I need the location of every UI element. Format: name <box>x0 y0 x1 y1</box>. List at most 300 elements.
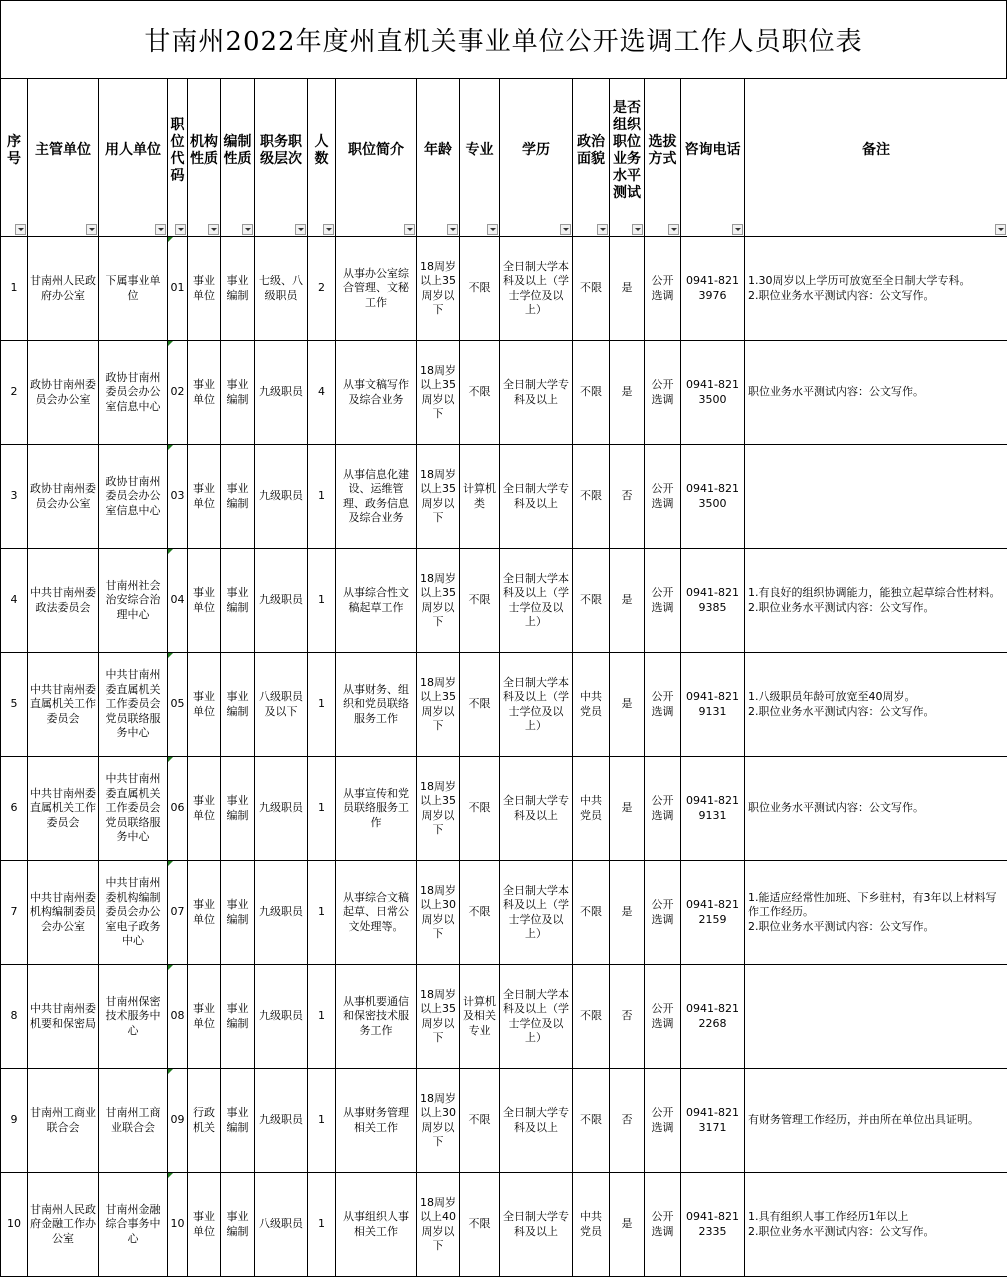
cell-supervisor[interactable] <box>28 757 99 861</box>
cell-text: 是 <box>621 385 633 399</box>
cell-text: 从事信息化建设、运维管理、政务信息及综合业务 <box>343 467 409 524</box>
cell-headcount[interactable] <box>308 341 336 445</box>
filter-dropdown-icon[interactable] <box>597 224 608 235</box>
cell-supervisor[interactable] <box>28 549 99 653</box>
header-staffing-type <box>221 79 255 237</box>
cell-age[interactable] <box>417 341 460 445</box>
cell-education[interactable] <box>500 445 573 549</box>
cell-political-status[interactable] <box>573 653 610 757</box>
table-row <box>1 237 1007 341</box>
cell-text: 甘南州工商业联合会 <box>105 1106 161 1134</box>
filter-dropdown-icon[interactable] <box>732 224 743 235</box>
cell-job-description[interactable] <box>336 1173 417 1277</box>
cell-employer[interactable] <box>99 757 168 861</box>
cell-staffing-type[interactable] <box>221 1069 255 1173</box>
cell-education[interactable] <box>500 341 573 445</box>
filter-dropdown-icon[interactable] <box>86 224 97 235</box>
cell-text: 5 <box>10 697 18 711</box>
cell-text: 事业编制 <box>226 274 249 302</box>
cell-org-type[interactable] <box>188 861 221 965</box>
cell-job-description[interactable] <box>336 549 417 653</box>
cell-political-status[interactable] <box>573 237 610 341</box>
cell-education[interactable] <box>500 653 573 757</box>
cell-age[interactable] <box>417 237 460 341</box>
cell-org-type[interactable] <box>188 1069 221 1173</box>
cell-job-level[interactable] <box>255 1069 308 1173</box>
header-phone <box>681 79 745 237</box>
cell-education[interactable] <box>500 861 573 965</box>
cell-position-code[interactable] <box>168 1173 188 1277</box>
cell-text: 1 <box>318 489 325 503</box>
cell-major[interactable] <box>460 653 500 757</box>
cell-text: 1 <box>318 1009 325 1023</box>
cell-text: 09 <box>170 1113 185 1127</box>
cell-text: 中共甘南州委直属机关工作委员会党员联络服务中心 <box>105 668 161 740</box>
cell-headcount[interactable] <box>308 445 336 549</box>
cell-text: 全日制大学本科及以上（学士学位及以上） <box>503 571 569 628</box>
cell-text: 政协甘南州委员会办公室信息中心 <box>105 474 161 517</box>
cell-text: 公开选调 <box>651 690 674 718</box>
header-major <box>460 79 500 237</box>
filter-dropdown-icon[interactable] <box>632 224 643 235</box>
cell-seq[interactable] <box>1 549 28 653</box>
cell-job-level[interactable] <box>255 1173 308 1277</box>
table-body <box>1 237 1007 1277</box>
cell-text: 甘南州工商业联合会 <box>30 1106 96 1134</box>
cell-age[interactable] <box>417 445 460 549</box>
cell-position-code[interactable] <box>168 237 188 341</box>
cell-text: 4 <box>318 385 325 399</box>
cell-major[interactable] <box>460 445 500 549</box>
cell-text: 08 <box>170 1009 185 1023</box>
cell-position-code[interactable] <box>168 861 188 965</box>
cell-supervisor[interactable] <box>28 445 99 549</box>
filter-dropdown-icon[interactable] <box>995 224 1006 235</box>
cell-major[interactable] <box>460 757 500 861</box>
cell-seq[interactable] <box>1 341 28 445</box>
cell-text: 从事综合性文稿起草工作 <box>343 586 409 614</box>
cell-seq[interactable] <box>1 965 28 1069</box>
table-row <box>1 445 1007 549</box>
cell-org-type[interactable] <box>188 549 221 653</box>
cell-seq[interactable] <box>1 237 28 341</box>
cell-text: 八级职员 <box>259 1217 303 1231</box>
cell-headcount[interactable] <box>308 653 336 757</box>
cell-headcount[interactable] <box>308 861 336 965</box>
cell-headcount[interactable] <box>308 1173 336 1277</box>
cell-text: 不限 <box>468 697 491 711</box>
cell-staffing-type[interactable] <box>221 237 255 341</box>
cell-text: 否 <box>621 489 633 503</box>
cell-major[interactable] <box>460 965 500 1069</box>
cell-major[interactable] <box>460 1173 500 1277</box>
cell-text: 0941-8213171 <box>686 1106 739 1134</box>
header-label: 序号 <box>7 133 21 167</box>
cell-text: 0941-8219385 <box>686 586 739 614</box>
filter-dropdown-icon[interactable] <box>323 224 334 235</box>
cell-position-code[interactable] <box>168 757 188 861</box>
cell-text: 不限 <box>580 905 602 919</box>
cell-phone[interactable] <box>681 757 745 861</box>
cell-phone[interactable] <box>681 1069 745 1173</box>
cell-text: 1.具有组织人事工作经历1年以上 2.职位业务水平测试内容：公文写作。 <box>748 1210 935 1238</box>
cell-phone[interactable] <box>681 237 745 341</box>
cell-skill-test[interactable] <box>610 1173 645 1277</box>
table-row <box>1 341 1007 445</box>
cell-education[interactable] <box>500 549 573 653</box>
position-table <box>0 78 1007 1277</box>
cell-text: 不限 <box>580 281 602 295</box>
cell-political-status[interactable] <box>573 341 610 445</box>
filter-dropdown-icon[interactable] <box>175 224 186 235</box>
cell-remarks[interactable] <box>745 965 1007 1069</box>
cell-text: 10 <box>7 1217 21 1231</box>
cell-employer[interactable] <box>99 861 168 965</box>
cell-job-description[interactable] <box>336 237 417 341</box>
cell-text: 全日制大学本科及以上（学士学位及以上） <box>503 675 569 732</box>
cell-text: 不限 <box>468 1113 491 1127</box>
cell-text: 18周岁以上40周岁以下 <box>420 1195 456 1252</box>
cell-phone[interactable] <box>681 445 745 549</box>
cell-org-type[interactable] <box>188 757 221 861</box>
cell-seq[interactable] <box>1 653 28 757</box>
cell-text: 公开选调 <box>651 1106 674 1134</box>
cell-staffing-type[interactable] <box>221 1173 255 1277</box>
cell-political-status[interactable] <box>573 757 610 861</box>
cell-job-description[interactable] <box>336 1069 417 1173</box>
cell-text: 不限 <box>468 801 491 815</box>
cell-education[interactable] <box>500 1173 573 1277</box>
cell-text: 0941-8219131 <box>686 794 739 822</box>
cell-job-description[interactable] <box>336 757 417 861</box>
cell-job-level[interactable] <box>255 861 308 965</box>
cell-text: 是 <box>621 1217 633 1231</box>
cell-skill-test[interactable] <box>610 341 645 445</box>
cell-education[interactable] <box>500 757 573 861</box>
cell-text: 0941-8212268 <box>686 1002 739 1030</box>
cell-job-description[interactable] <box>336 653 417 757</box>
cell-text: 18周岁以上30周岁以下 <box>420 1091 456 1148</box>
cell-remarks[interactable] <box>745 549 1007 653</box>
cell-staffing-type[interactable] <box>221 757 255 861</box>
cell-job-level[interactable] <box>255 341 308 445</box>
cell-selection-method[interactable] <box>645 757 681 861</box>
cell-headcount[interactable] <box>308 757 336 861</box>
cell-staffing-type[interactable] <box>221 549 255 653</box>
header-label: 是否组织职位业务水平测试 <box>613 99 641 201</box>
cell-job-description[interactable] <box>336 965 417 1069</box>
cell-text: 是 <box>621 905 633 919</box>
header-supervisor <box>28 79 99 237</box>
cell-position-code[interactable] <box>168 965 188 1069</box>
header-remarks <box>745 79 1007 237</box>
cell-text: 职位业务水平测试内容：公文写作。 <box>748 801 924 815</box>
cell-position-code[interactable] <box>168 341 188 445</box>
filter-dropdown-icon[interactable] <box>487 224 498 235</box>
cell-supervisor[interactable] <box>28 1069 99 1173</box>
cell-job-description[interactable] <box>336 445 417 549</box>
cell-employer[interactable] <box>99 237 168 341</box>
cell-job-level[interactable] <box>255 445 308 549</box>
cell-phone[interactable] <box>681 1173 745 1277</box>
cell-job-level[interactable] <box>255 549 308 653</box>
cell-employer[interactable] <box>99 653 168 757</box>
filter-dropdown-icon[interactable] <box>15 224 26 235</box>
filter-dropdown-icon[interactable] <box>404 224 415 235</box>
cell-text: 中共甘南州委机要和保密局 <box>30 1002 96 1030</box>
cell-text: 八级职员及以下 <box>259 690 303 718</box>
table-row <box>1 757 1007 861</box>
cell-employer[interactable] <box>99 341 168 445</box>
cell-education[interactable] <box>500 237 573 341</box>
cell-employer[interactable] <box>99 1173 168 1277</box>
cell-text: 政协甘南州委员会办公室信息中心 <box>105 370 161 413</box>
cell-text: 九级职员 <box>259 1113 303 1127</box>
cell-text: 1 <box>318 593 325 607</box>
cell-text: 计算机及相关专业 <box>463 994 496 1037</box>
cell-position-code[interactable] <box>168 653 188 757</box>
cell-org-type[interactable] <box>188 653 221 757</box>
cell-selection-method[interactable] <box>645 861 681 965</box>
cell-political-status[interactable] <box>573 1173 610 1277</box>
cell-text: 18周岁以上35周岁以下 <box>420 675 456 732</box>
cell-major[interactable] <box>460 861 500 965</box>
cell-text: 03 <box>170 489 185 503</box>
cell-text: 从事组织人事相关工作 <box>343 1210 409 1238</box>
table-row <box>1 965 1007 1069</box>
cell-text: 事业编制 <box>226 1210 249 1238</box>
cell-age[interactable] <box>417 965 460 1069</box>
cell-remarks[interactable] <box>745 1069 1007 1173</box>
header-label: 职务职级层次 <box>260 133 302 167</box>
cell-text: 公开选调 <box>651 274 674 302</box>
cell-text: 不限 <box>580 489 602 503</box>
cell-selection-method[interactable] <box>645 1173 681 1277</box>
header-label: 年龄 <box>424 142 452 158</box>
header-seq <box>1 79 28 237</box>
filter-dropdown-icon[interactable] <box>295 224 306 235</box>
header-label: 机构性质 <box>190 133 218 167</box>
cell-age[interactable] <box>417 757 460 861</box>
cell-text: 全日制大学本科及以上（学士学位及以上） <box>503 259 569 316</box>
header-label: 选拔方式 <box>648 133 677 167</box>
cell-age[interactable] <box>417 861 460 965</box>
cell-text: 0941-8213976 <box>686 274 739 302</box>
cell-org-type[interactable] <box>188 965 221 1069</box>
cell-text: 政协甘南州委员会办公室 <box>30 378 96 406</box>
cell-skill-test[interactable] <box>610 445 645 549</box>
cell-age[interactable] <box>417 1069 460 1173</box>
cell-text: 01 <box>170 281 185 295</box>
cell-selection-method[interactable] <box>645 965 681 1069</box>
cell-selection-method[interactable] <box>645 653 681 757</box>
cell-headcount[interactable] <box>308 1069 336 1173</box>
cell-staffing-type[interactable] <box>221 341 255 445</box>
cell-seq[interactable] <box>1 1069 28 1173</box>
cell-org-type[interactable] <box>188 237 221 341</box>
cell-job-level[interactable] <box>255 965 308 1069</box>
cell-remarks[interactable] <box>745 445 1007 549</box>
cell-text: 全日制大学专科及以上 <box>503 1106 569 1134</box>
cell-org-type[interactable] <box>188 341 221 445</box>
cell-political-status[interactable] <box>573 1069 610 1173</box>
cell-text: 中共甘南州委机构编制委员会办公室电子政务中心 <box>105 876 161 948</box>
cell-text: 事业单位 <box>193 1002 215 1030</box>
cell-supervisor[interactable] <box>28 341 99 445</box>
cell-job-level[interactable] <box>255 653 308 757</box>
cell-org-type[interactable] <box>188 445 221 549</box>
cell-selection-method[interactable] <box>645 341 681 445</box>
cell-text: 七级、八级职员 <box>259 274 303 302</box>
cell-political-status[interactable] <box>573 549 610 653</box>
cell-text: 事业编制 <box>226 1002 249 1030</box>
cell-skill-test[interactable] <box>610 237 645 341</box>
cell-remarks[interactable] <box>745 237 1007 341</box>
cell-remarks[interactable] <box>745 1173 1007 1277</box>
cell-text: 不限 <box>468 593 491 607</box>
cell-text: 政协甘南州委员会办公室 <box>30 482 96 510</box>
cell-employer[interactable] <box>99 549 168 653</box>
cell-text: 18周岁以上35周岁以下 <box>420 259 456 316</box>
cell-text: 全日制大学本科及以上（学士学位及以上） <box>503 883 569 940</box>
header-political-status <box>573 79 610 237</box>
cell-major[interactable] <box>460 341 500 445</box>
cell-selection-method[interactable] <box>645 1069 681 1173</box>
cell-skill-test[interactable] <box>610 965 645 1069</box>
cell-text: 事业编制 <box>226 586 249 614</box>
cell-job-level[interactable] <box>255 237 308 341</box>
cell-text: 1.30周岁以上学历可放宽至全日制大学专科。 2.职位业务水平测试内容：公文写作。 <box>748 274 971 302</box>
cell-education[interactable] <box>500 965 573 1069</box>
cell-staffing-type[interactable] <box>221 861 255 965</box>
table-row <box>1 1069 1007 1173</box>
cell-text: 不限 <box>580 385 602 399</box>
cell-major[interactable] <box>460 549 500 653</box>
cell-text: 事业单位 <box>193 586 215 614</box>
cell-text: 公开选调 <box>651 1002 674 1030</box>
cell-remarks[interactable] <box>745 341 1007 445</box>
cell-text: 是 <box>621 801 633 815</box>
cell-age[interactable] <box>417 1173 460 1277</box>
cell-text: 公开选调 <box>651 1210 674 1238</box>
cell-text: 公开选调 <box>651 378 674 406</box>
cell-supervisor[interactable] <box>28 861 99 965</box>
cell-text: 04 <box>170 593 185 607</box>
cell-headcount[interactable] <box>308 237 336 341</box>
cell-education[interactable] <box>500 1069 573 1173</box>
cell-seq[interactable] <box>1 1173 28 1277</box>
header-label: 专业 <box>465 142 494 158</box>
cell-text: 18周岁以上35周岁以下 <box>420 467 456 524</box>
cell-employer[interactable] <box>99 445 168 549</box>
cell-skill-test[interactable] <box>610 1069 645 1173</box>
cell-remarks[interactable] <box>745 757 1007 861</box>
cell-staffing-type[interactable] <box>221 445 255 549</box>
cell-skill-test[interactable] <box>610 861 645 965</box>
cell-supervisor[interactable] <box>28 1173 99 1277</box>
filter-dropdown-icon[interactable] <box>668 224 679 235</box>
cell-position-code[interactable] <box>168 1069 188 1173</box>
cell-remarks[interactable] <box>745 653 1007 757</box>
cell-text: 6 <box>10 801 18 815</box>
cell-political-status[interactable] <box>573 861 610 965</box>
cell-skill-test[interactable] <box>610 549 645 653</box>
cell-employer[interactable] <box>99 1069 168 1173</box>
cell-seq[interactable] <box>1 757 28 861</box>
cell-text: 有财务管理工作经历，并由所在单位出具证明。 <box>748 1113 979 1127</box>
cell-remarks[interactable] <box>745 861 1007 965</box>
header-label: 用人单位 <box>105 142 161 158</box>
cell-supervisor[interactable] <box>28 965 99 1069</box>
cell-selection-method[interactable] <box>645 445 681 549</box>
cell-major[interactable] <box>460 1069 500 1173</box>
filter-dropdown-icon[interactable] <box>155 224 166 235</box>
cell-age[interactable] <box>417 549 460 653</box>
cell-text: 事业单位 <box>193 274 215 302</box>
cell-phone[interactable] <box>681 861 745 965</box>
cell-age[interactable] <box>417 653 460 757</box>
cell-headcount[interactable] <box>308 549 336 653</box>
cell-phone[interactable] <box>681 549 745 653</box>
cell-staffing-type[interactable] <box>221 653 255 757</box>
cell-text: 九级职员 <box>259 593 303 607</box>
cell-org-type[interactable] <box>188 1173 221 1277</box>
cell-headcount[interactable] <box>308 965 336 1069</box>
cell-text: 不限 <box>468 1217 491 1231</box>
cell-text: 事业单位 <box>193 690 215 718</box>
cell-job-description[interactable] <box>336 341 417 445</box>
cell-political-status[interactable] <box>573 965 610 1069</box>
cell-text: 不限 <box>580 1009 602 1023</box>
header-label: 职位代码 <box>170 116 185 184</box>
cell-position-code[interactable] <box>168 445 188 549</box>
cell-selection-method[interactable] <box>645 237 681 341</box>
cell-phone[interactable] <box>681 965 745 1069</box>
cell-text: 九级职员 <box>259 801 303 815</box>
cell-text: 18周岁以上35周岁以下 <box>420 987 456 1044</box>
cell-text: 1 <box>318 1217 325 1231</box>
cell-phone[interactable] <box>681 341 745 445</box>
cell-text: 从事财务管理相关工作 <box>343 1106 409 1134</box>
filter-dropdown-icon[interactable] <box>560 224 571 235</box>
cell-staffing-type[interactable] <box>221 965 255 1069</box>
cell-text: 事业单位 <box>193 898 215 926</box>
cell-phone[interactable] <box>681 653 745 757</box>
cell-supervisor[interactable] <box>28 653 99 757</box>
cell-text: 甘南州社会治安综合治理中心 <box>105 578 161 621</box>
cell-seq[interactable] <box>1 445 28 549</box>
cell-text: 中共甘南州委直属机关工作委员会 <box>30 682 96 725</box>
filter-dropdown-icon[interactable] <box>242 224 253 235</box>
cell-skill-test[interactable] <box>610 757 645 861</box>
cell-employer[interactable] <box>99 965 168 1069</box>
cell-major[interactable] <box>460 237 500 341</box>
filter-dropdown-icon[interactable] <box>208 224 219 235</box>
cell-skill-test[interactable] <box>610 653 645 757</box>
filter-dropdown-icon[interactable] <box>447 224 458 235</box>
table-row <box>1 861 1007 965</box>
cell-job-level[interactable] <box>255 757 308 861</box>
cell-seq[interactable] <box>1 861 28 965</box>
cell-supervisor[interactable] <box>28 237 99 341</box>
cell-text: 2 <box>10 385 18 399</box>
cell-political-status[interactable] <box>573 445 610 549</box>
cell-job-description[interactable] <box>336 861 417 965</box>
cell-selection-method[interactable] <box>645 549 681 653</box>
cell-position-code[interactable] <box>168 549 188 653</box>
cell-text: 从事综合文稿起草、日常公文处理等。 <box>343 890 409 933</box>
cell-text: 行政机关 <box>193 1106 215 1134</box>
